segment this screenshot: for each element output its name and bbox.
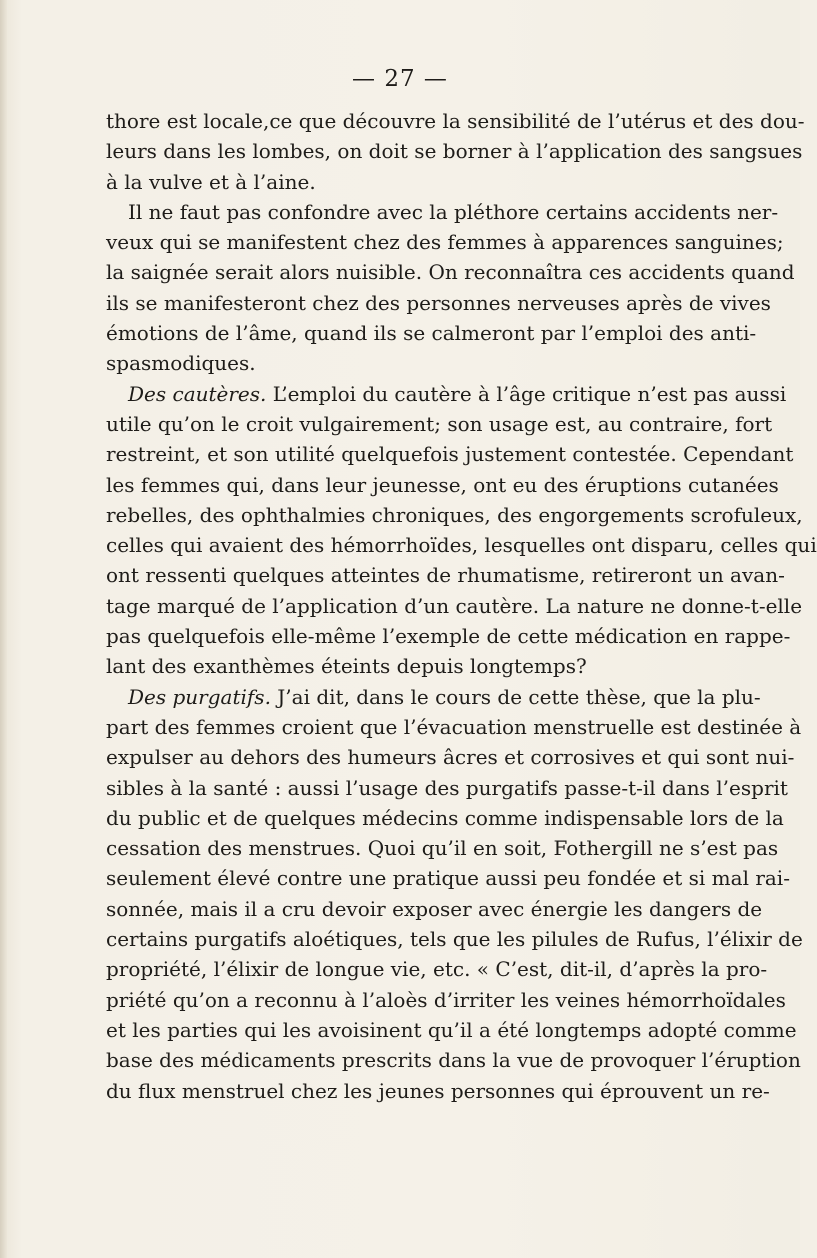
page-number: — 27 — bbox=[352, 66, 448, 92]
text-line: priété qu’on a reconnu à l’aloès d’irriter les veines hémorrhoïdales bbox=[106, 987, 786, 1012]
text-line: rebelles, des ophthalmies chroniques, des engorgements scrofuleux, bbox=[106, 502, 803, 527]
text-line: veux qui se manifestent chez des femmes à apparences sanguines; bbox=[106, 230, 784, 255]
text-line: leurs dans les lombes, on doit se borner à l’application des sangsues bbox=[106, 139, 803, 164]
text-line: seulement élevé contre une pratique aussi peu fondée et si mal rai- bbox=[106, 866, 790, 891]
text-line: ont ressenti quelques atteintes de rhumatisme, retireront un avan- bbox=[106, 563, 785, 588]
text-line: pas quelquefois elle-même l’exemple de cette médication en rappe- bbox=[106, 624, 791, 649]
paragraph-2 bbox=[106, 197, 795, 379]
text-line: thore est locale,ce que découvre la sensibilité de l’utérus et des dou- bbox=[106, 109, 805, 133]
text-line: certains purgatifs aloétiques, tels que les pilules de Rufus, l’élixir de bbox=[106, 927, 803, 952]
text-line: expulser au dehors des humeurs âcres et corrosives et qui sont nui- bbox=[106, 745, 795, 770]
text-line bbox=[106, 379, 787, 409]
text-line: sibles à la santé : aussi l’usage des purgatifs passe-t-il dans l’esprit bbox=[106, 775, 788, 800]
text-line: celles qui avaient des hémorrhoïdes, lesquelles ont disparu, celles qui bbox=[106, 533, 817, 558]
section-heading-purgatifs: Des purgatifs. bbox=[128, 684, 271, 709]
text-line: cessation des menstrues. Quoi qu’il en soit, Fothergill ne s’est pas bbox=[106, 836, 779, 861]
page-edge-shadow bbox=[0, 0, 7, 1258]
text-line-rest: L’emploi du cautère à l’âge critique n’est pas aussi bbox=[266, 381, 787, 406]
text-line: restreint, et son utilité quelquefois justement contestée. Cependant bbox=[106, 442, 794, 467]
body-text bbox=[106, 106, 817, 1106]
text-line: part des femmes croient que l’évacuation menstruelle est destinée à bbox=[106, 714, 802, 739]
text-line: et les parties qui les avoisinent qu’il a été longtemps adopté comme bbox=[106, 1017, 797, 1042]
text-line: sonnée, mais il a cru devoir exposer avec énergie les dangers de bbox=[106, 896, 763, 921]
text-line bbox=[106, 682, 761, 712]
text-line: utile qu’on le croit vulgairement; son usage est, au contraire, fort bbox=[106, 411, 773, 436]
text-line: du flux menstruel chez les jeunes personnes qui éprouvent un re- bbox=[106, 1078, 770, 1103]
text-line: à la vulve et à l’aine. bbox=[106, 169, 316, 194]
text-line-rest: J’ai dit, dans le cours de cette thèse, que la plu- bbox=[270, 684, 761, 709]
paragraph-1 bbox=[106, 106, 805, 197]
text-line: base des médicaments prescrits dans la vue de provoquer l’éruption bbox=[106, 1048, 801, 1073]
section-heading-cauteres: Des cautères. bbox=[128, 381, 267, 406]
text-line: spasmodiques. bbox=[106, 351, 256, 376]
text-line: Il ne faut pas confondre avec la pléthore certains accidents ner- bbox=[128, 199, 779, 224]
text-line: la saignée serait alors nuisible. On reconnaîtra ces accidents quand bbox=[106, 260, 795, 285]
paragraph-purgatifs bbox=[106, 682, 803, 1106]
text-line: du public et de quelques médecins comme indispensable lors de la bbox=[106, 805, 784, 830]
text-line: ils se manifesteront chez des personnes nerveuses après de vives bbox=[106, 290, 771, 315]
text-line: lant des exanthèmes éteints depuis longtemps? bbox=[106, 654, 587, 679]
paragraph-cauteres bbox=[106, 379, 817, 682]
text-line: propriété, l’élixir de longue vie, etc. « C’est, dit-il, d’après la pro- bbox=[106, 957, 768, 982]
text-line: émotions de l’âme, quand ils se calmeront par l’emploi des anti- bbox=[106, 321, 757, 346]
text-line: tage marqué de l’application d’un cautère. La nature ne donne-t-elle bbox=[106, 593, 803, 618]
text-line: les femmes qui, dans leur jeunesse, ont eu des éruptions cutanées bbox=[106, 472, 779, 497]
